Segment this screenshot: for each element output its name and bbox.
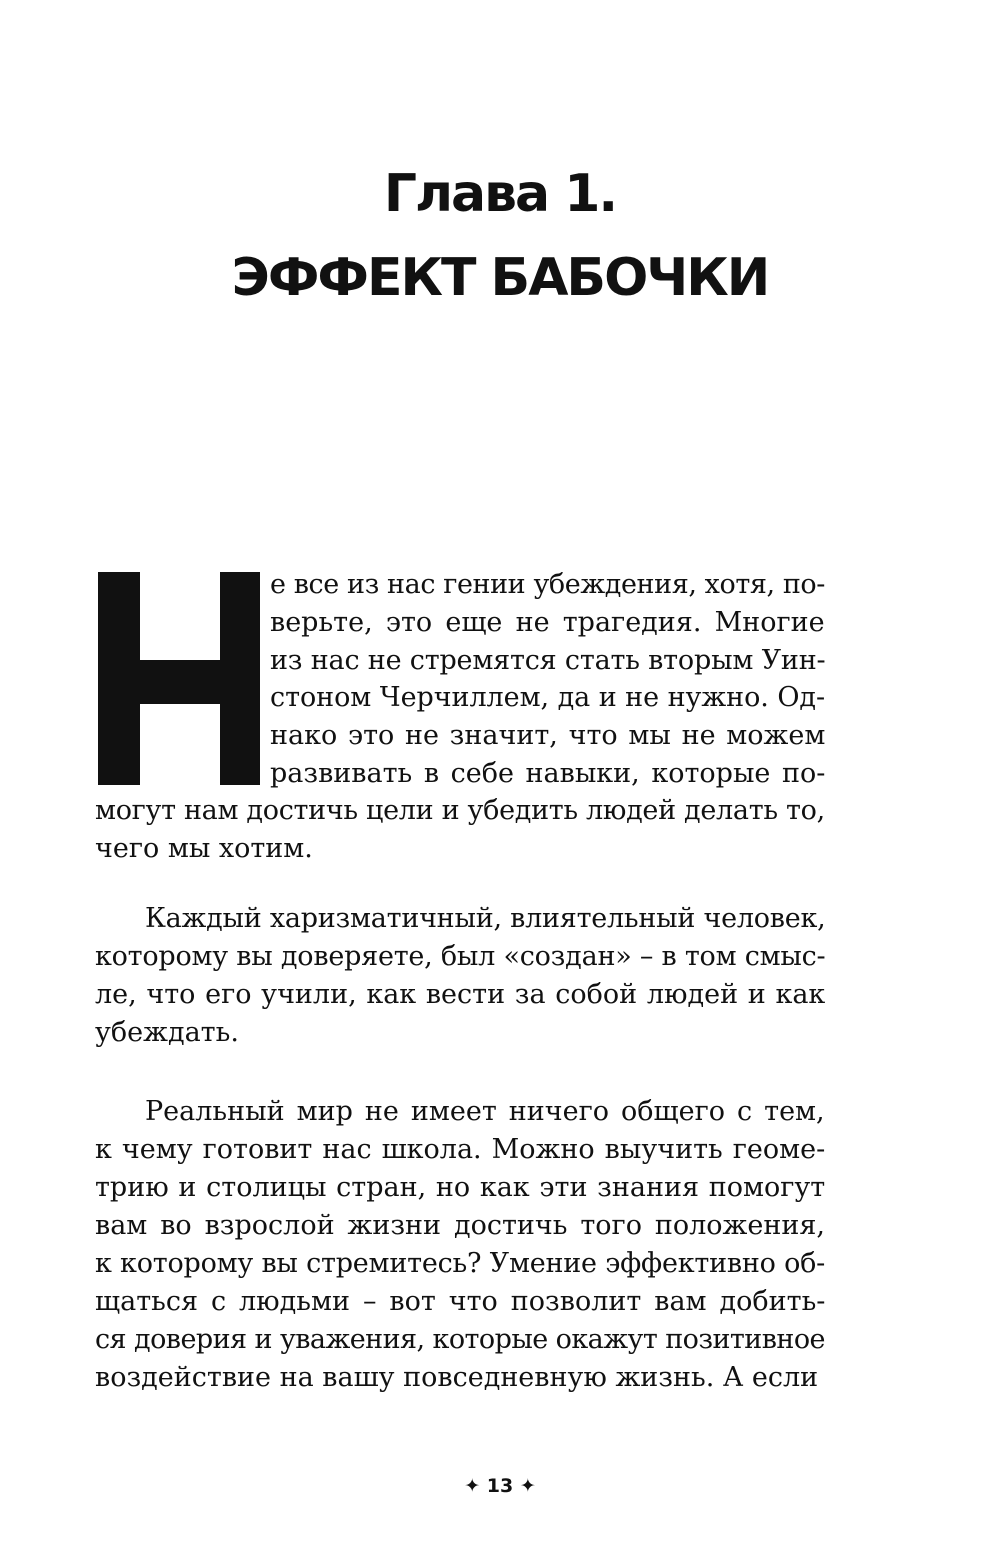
text-line: к которому вы стремитесь? Умение эффективно об-	[95, 1248, 826, 1279]
text-line: стоном Черчиллем, да и не нужно. Од-	[270, 682, 826, 713]
paragraph-1	[95, 560, 825, 900]
text-line: могут нам достичь цели и убедить людей делать то,	[95, 795, 825, 826]
text-line: верьте, это еще не трагедия. Многие	[270, 607, 825, 638]
paragraph-3	[95, 1093, 825, 1403]
text-line: чего мы хотим.	[95, 833, 313, 864]
text-line: трию и столицы стран, но как эти знания помогут	[95, 1172, 826, 1203]
text-line: Каждый харизматичный, влиятельный человек,	[145, 903, 826, 934]
page-footer	[0, 1474, 1000, 1498]
text-line: развивать в себе навыки, которые по-	[270, 758, 826, 789]
chapter-title: ЭФФЕКТ БАБОЧКИ	[231, 248, 769, 308]
paragraph-2	[95, 900, 825, 1060]
text-line: нако это не значит, что мы не можем	[270, 720, 826, 751]
page-number: 13	[486, 1475, 514, 1497]
chapter-number: Глава 1.	[383, 164, 617, 224]
ornament-left-icon: ✦	[464, 1475, 481, 1497]
text-line: ся доверия и уважения, которые окажут позитивное	[95, 1324, 825, 1355]
ornament-right-icon: ✦	[519, 1475, 536, 1497]
text-line: которому вы доверяете, был «создан» – в том смыс-	[95, 941, 826, 972]
text-line: из нас не стремятся стать вторым Уин-	[270, 645, 826, 676]
text-line: воздействие на вашу повседневную жизнь. А если	[95, 1362, 819, 1393]
text-line: е все из нас гении убеждения, хотя, по-	[270, 569, 825, 600]
text-line: вам во взрослой жизни достичь того положения,	[95, 1210, 825, 1241]
text-line: ле, что его учили, как вести за собой людей и как	[95, 979, 826, 1010]
text-line: Реальный мир не имеет ничего общего с тем,	[145, 1096, 825, 1127]
text-line: к чему готовит нас школа. Можно выучить геоме-	[95, 1134, 826, 1165]
text-line: щаться с людьми – вот что позволит вам добить-	[95, 1286, 826, 1317]
text-line: убеждать.	[95, 1017, 239, 1048]
chapter-heading	[0, 158, 1000, 314]
dropcap-letter-n	[95, 560, 260, 798]
